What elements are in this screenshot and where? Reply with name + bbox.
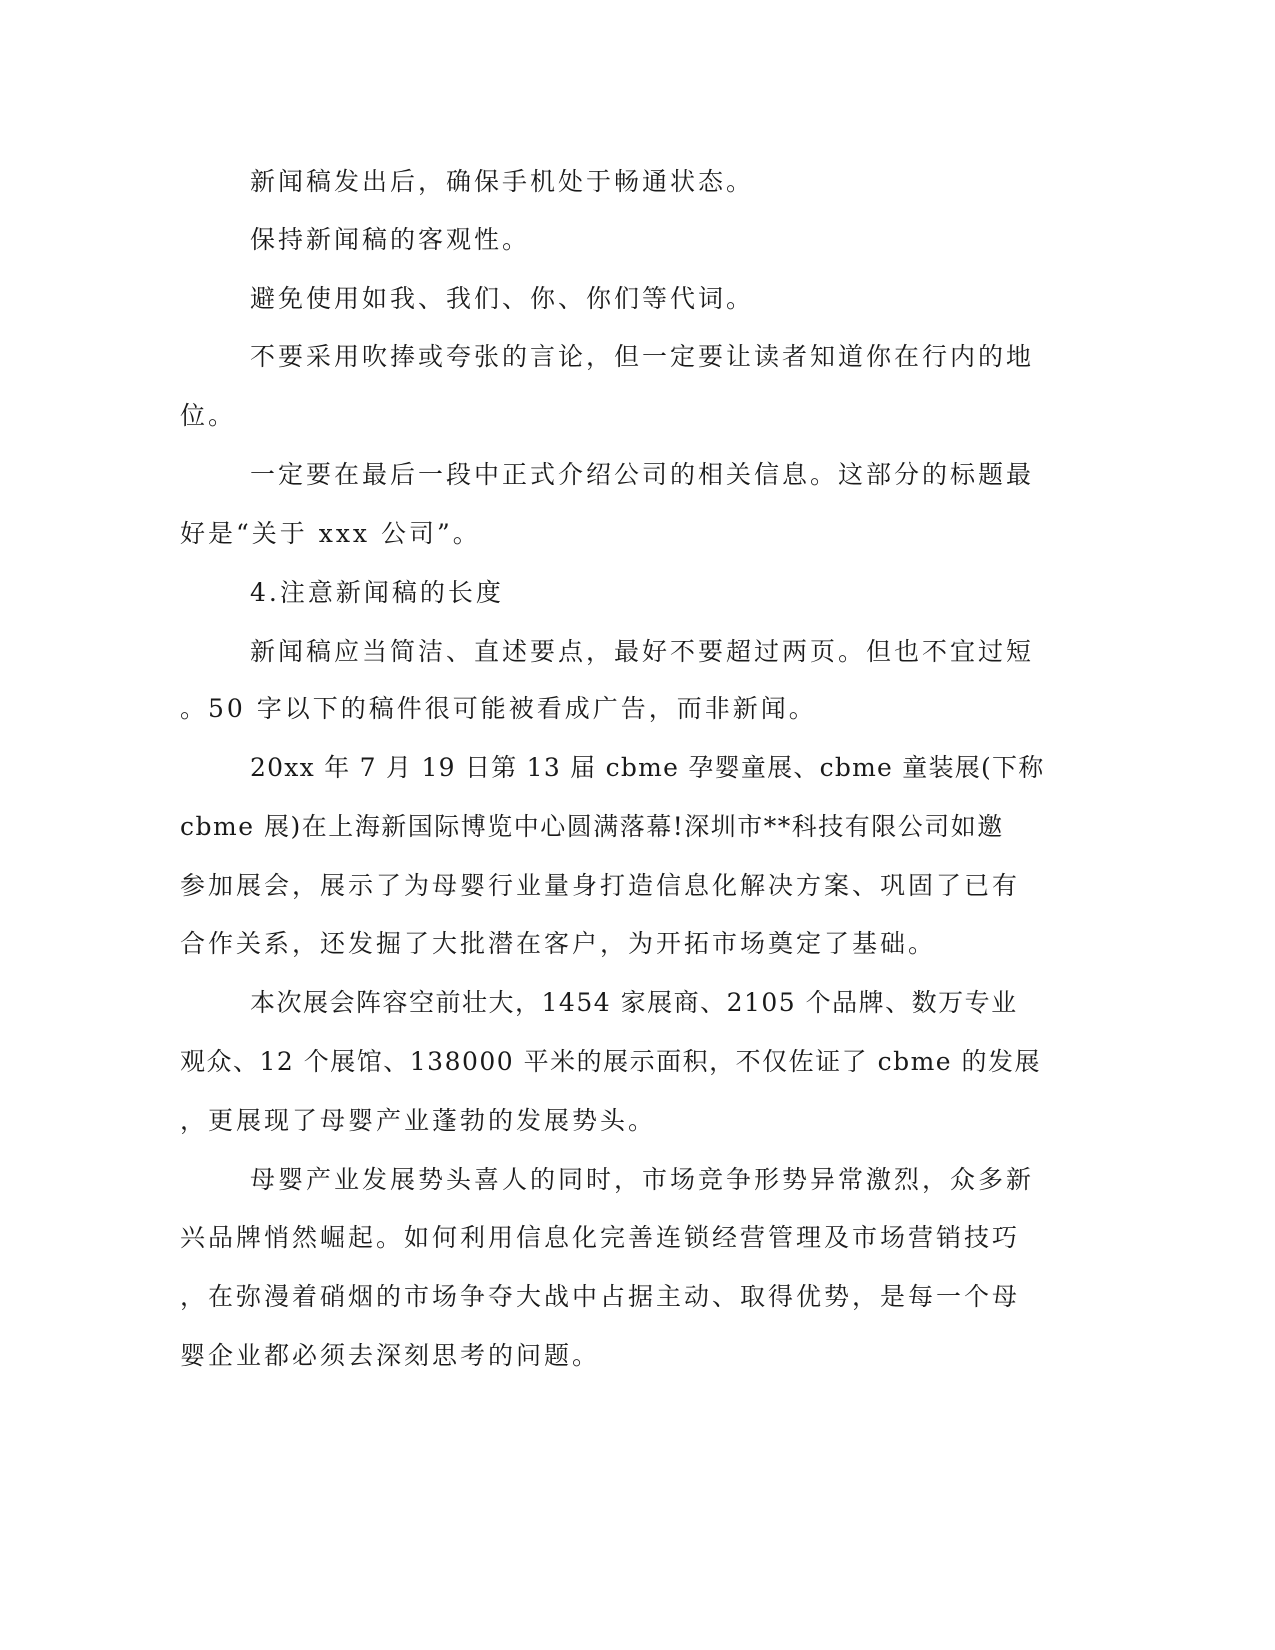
text-line: 观众、12 个展馆、138000 平米的展示面积，不仅佐证了 cbme 的发展 — [180, 1047, 1042, 1076]
text-line: 合作关系，还发掘了大批潜在客户，为开拓市场奠定了基础。 — [180, 929, 937, 958]
text-line: 新闻稿应当简洁、直述要点，最好不要超过两页。但也不宜过短 — [250, 637, 1035, 666]
text-line: ，更展现了母婴产业蓬勃的发展势头。 — [180, 1106, 657, 1135]
text-line: 不要采用吹捧或夸张的言论，但一定要让读者知道你在行内的地 — [250, 342, 1035, 371]
text-line: 一定要在最后一段中正式介绍公司的相关信息。这部分的标题最 — [250, 460, 1035, 489]
text-line: 保持新闻稿的客观性。 — [250, 225, 531, 254]
text-line: cbme 展)在上海新国际博览中心圆满落幕!深圳市**科技有限公司如邀 — [180, 812, 1004, 841]
text-line: 参加展会，展示了为母婴行业量身打造信息化解决方案、巩固了已有 — [180, 871, 1021, 900]
text-line: 。50 字以下的稿件很可能被看成广告，而非新闻。 — [180, 694, 817, 723]
text-line: ，在弥漫着硝烟的市场争夺大战中占据主动、取得优势，是每一个母 — [180, 1282, 1021, 1311]
section-heading: 4.注意新闻稿的长度 — [250, 578, 504, 607]
text-line: 婴企业都必须去深刻思考的问题。 — [180, 1341, 601, 1370]
text-line: 避免使用如我、我们、你、你们等代词。 — [250, 284, 755, 313]
text-line: 位。 — [180, 401, 237, 430]
text-line: 新闻稿发出后，确保手机处于畅通状态。 — [250, 167, 755, 196]
text-line: 兴品牌悄然崛起。如何利用信息化完善连锁经营管理及市场营销技巧 — [180, 1223, 1021, 1252]
text-line: 母婴产业发展势头喜人的同时，市场竞争形势异常激烈，众多新 — [250, 1165, 1035, 1194]
text-line: 20xx 年 7 月 19 日第 13 届 cbme 孕婴童展、cbme 童装展(下称 — [250, 753, 1045, 782]
text-line: 本次展会阵容空前壮大，1454 家展商、2105 个品牌、数万专业 — [250, 988, 1018, 1017]
text-line: 好是“关于 xxx 公司”。 — [180, 519, 481, 548]
